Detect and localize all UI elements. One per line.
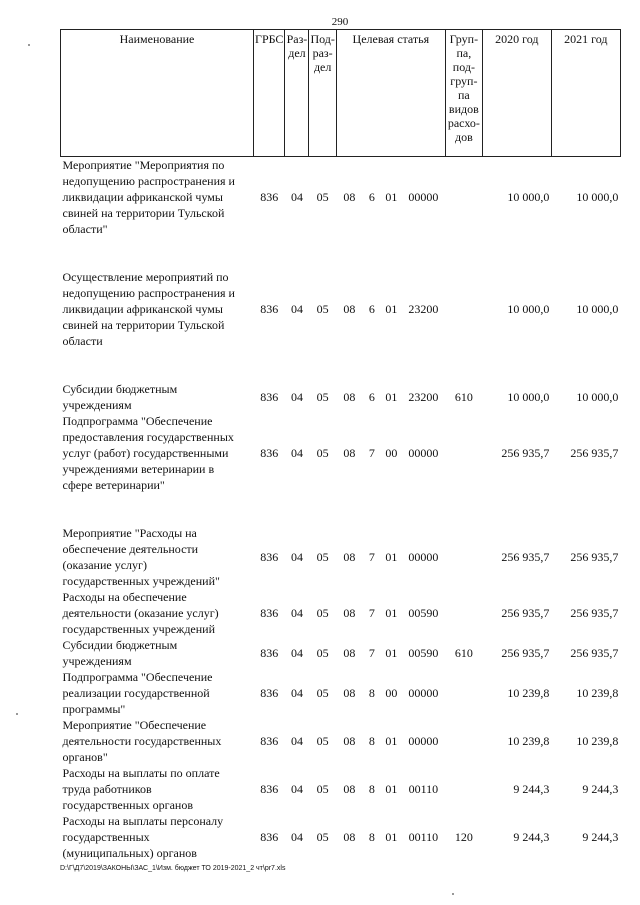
header-group-line: видов bbox=[448, 102, 479, 116]
target-program: 08 bbox=[343, 830, 356, 844]
code-podrazdel: 05 bbox=[316, 782, 329, 796]
row-name-line: Подпрограмма "Обеспечение bbox=[62, 414, 213, 428]
code-razdel: 04 bbox=[290, 686, 303, 700]
code-razdel: 04 bbox=[290, 646, 303, 660]
target-event: 01 bbox=[385, 734, 398, 748]
code-razdel: 04 bbox=[290, 734, 303, 748]
target-subprogram: 7 bbox=[368, 646, 375, 660]
header-target-article: Целевая статья bbox=[336, 30, 445, 157]
target-event: 01 bbox=[385, 390, 398, 404]
target-program: 08 bbox=[343, 734, 356, 748]
row-spacer bbox=[61, 493, 621, 525]
code-podrazdel: 05 bbox=[316, 390, 329, 404]
amount-2021: 10 000,0 bbox=[576, 390, 619, 404]
row-name-line: программы" bbox=[62, 702, 126, 716]
table-row bbox=[61, 813, 621, 861]
row-name-line: государственных учреждений bbox=[62, 622, 216, 636]
target-direction: 23200 bbox=[408, 302, 439, 316]
code-expense-type bbox=[445, 589, 482, 637]
header-group-line: Груп- bbox=[449, 32, 479, 46]
amount-2021: 10 239,8 bbox=[576, 734, 619, 748]
target-event: 00 bbox=[385, 446, 398, 460]
row-name bbox=[61, 717, 254, 765]
code-expense-type: 610 bbox=[454, 390, 473, 404]
header-group-line: груп- bbox=[450, 74, 478, 88]
row-name-line: Расходы на выплаты по оплате bbox=[62, 766, 220, 780]
row-name-line: обеспечение деятельности bbox=[62, 542, 199, 556]
row-name-line: недопущению распространения и bbox=[62, 174, 235, 188]
row-name-line: предоставления государственных bbox=[62, 430, 234, 444]
code-grbs: 836 bbox=[260, 782, 279, 796]
amount-2020: 256 935,7 bbox=[501, 550, 550, 564]
code-grbs: 836 bbox=[260, 830, 279, 844]
target-direction: 00590 bbox=[408, 646, 439, 660]
row-name-line: Мероприятие "Обеспечение bbox=[62, 718, 207, 732]
amount-2021: 256 935,7 bbox=[570, 646, 619, 660]
target-direction: 00000 bbox=[408, 190, 439, 204]
amount-2020: 9 244,3 bbox=[513, 830, 550, 844]
target-direction: 00000 bbox=[408, 550, 439, 564]
code-grbs: 836 bbox=[260, 734, 279, 748]
target-program: 08 bbox=[343, 646, 356, 660]
row-name-line: (муниципальных) органов bbox=[62, 846, 197, 860]
header-razdel bbox=[285, 30, 309, 157]
target-program: 08 bbox=[343, 190, 356, 204]
header-group bbox=[445, 30, 482, 157]
table-row bbox=[61, 717, 621, 765]
header-razdel-line: Раз- bbox=[286, 32, 308, 46]
target-event: 01 bbox=[385, 830, 398, 844]
target-direction: 00000 bbox=[408, 734, 439, 748]
row-name bbox=[61, 765, 254, 813]
code-podrazdel: 05 bbox=[316, 302, 329, 316]
header-group-line: дов bbox=[454, 130, 473, 144]
target-program: 08 bbox=[343, 686, 356, 700]
code-grbs: 836 bbox=[260, 446, 279, 460]
target-subprogram: 7 bbox=[368, 550, 375, 564]
code-expense-type: 610 bbox=[454, 646, 473, 660]
target-subprogram: 7 bbox=[368, 446, 375, 460]
target-direction: 00000 bbox=[408, 686, 439, 700]
row-name-line: учреждениями ветеринарии в bbox=[62, 462, 215, 476]
amount-2020: 10 000,0 bbox=[507, 190, 550, 204]
row-name-line: учреждениям bbox=[62, 654, 132, 668]
target-event: 01 bbox=[385, 302, 398, 316]
amount-2020: 10 239,8 bbox=[507, 734, 550, 748]
row-name-line: государственных органов bbox=[62, 798, 193, 812]
code-grbs: 836 bbox=[260, 686, 279, 700]
target-subprogram: 7 bbox=[368, 606, 375, 620]
code-razdel: 04 bbox=[290, 190, 303, 204]
scan-speck bbox=[452, 893, 454, 895]
row-name-line: Мероприятие "Расходы на bbox=[62, 526, 197, 540]
row-spacer-cell bbox=[61, 349, 621, 381]
row-name-line: реализации государственной bbox=[62, 686, 210, 700]
code-grbs: 836 bbox=[260, 646, 279, 660]
target-program: 08 bbox=[343, 550, 356, 564]
code-expense-type bbox=[445, 525, 482, 589]
header-razdel-line: дел bbox=[288, 46, 306, 60]
amount-2020: 9 244,3 bbox=[513, 782, 550, 796]
target-event: 01 bbox=[385, 782, 398, 796]
target-direction: 00110 bbox=[408, 782, 439, 796]
amount-2020: 10 000,0 bbox=[507, 390, 550, 404]
header-group-line: расхо- bbox=[447, 116, 480, 130]
target-subprogram: 8 bbox=[368, 734, 375, 748]
table-row bbox=[61, 381, 621, 413]
header-podrazdel bbox=[309, 30, 336, 157]
row-spacer-cell bbox=[61, 493, 621, 525]
code-razdel: 04 bbox=[290, 830, 303, 844]
row-spacer bbox=[61, 237, 621, 269]
target-subprogram: 8 bbox=[368, 686, 375, 700]
header-group-line: под- bbox=[452, 60, 475, 74]
scan-speck bbox=[28, 44, 30, 46]
target-event: 01 bbox=[385, 646, 398, 660]
table-row bbox=[61, 589, 621, 637]
row-name-line: Субсидии бюджетным bbox=[62, 382, 178, 396]
row-name-line: Подпрограмма "Обеспечение bbox=[62, 670, 213, 684]
target-program: 08 bbox=[343, 782, 356, 796]
row-name-line: (оказание услуг) bbox=[62, 558, 147, 572]
code-grbs: 836 bbox=[260, 606, 279, 620]
amount-2020: 10 000,0 bbox=[507, 302, 550, 316]
code-razdel: 04 bbox=[290, 446, 303, 460]
table-row bbox=[61, 637, 621, 669]
amount-2021: 10 000,0 bbox=[576, 302, 619, 316]
code-expense-type bbox=[445, 413, 482, 493]
code-podrazdel: 05 bbox=[316, 606, 329, 620]
amount-2021: 9 244,3 bbox=[582, 830, 619, 844]
code-podrazdel: 05 bbox=[316, 686, 329, 700]
target-event: 00 bbox=[385, 686, 398, 700]
row-name bbox=[61, 813, 254, 861]
code-podrazdel: 05 bbox=[316, 830, 329, 844]
header-group-line: па bbox=[457, 88, 470, 102]
target-event: 01 bbox=[385, 190, 398, 204]
row-name bbox=[61, 413, 254, 493]
header-grbs: ГРБС bbox=[254, 30, 285, 157]
row-name-line: учреждениям bbox=[62, 398, 132, 412]
code-razdel: 04 bbox=[290, 782, 303, 796]
code-podrazdel: 05 bbox=[316, 446, 329, 460]
header-podrazdel-line: дел bbox=[313, 60, 332, 74]
code-podrazdel: 05 bbox=[316, 734, 329, 748]
row-name-line: Расходы на выплаты персоналу bbox=[62, 814, 224, 828]
code-expense-type: 120 bbox=[454, 830, 473, 844]
target-subprogram: 6 bbox=[368, 302, 375, 316]
row-name bbox=[61, 525, 254, 589]
code-grbs: 836 bbox=[260, 390, 279, 404]
code-razdel: 04 bbox=[290, 390, 303, 404]
table-row bbox=[61, 765, 621, 813]
code-expense-type bbox=[445, 669, 482, 717]
row-name bbox=[61, 637, 254, 669]
row-name bbox=[61, 381, 254, 413]
target-direction: 23200 bbox=[408, 390, 439, 404]
row-name bbox=[61, 589, 254, 637]
footer-file-path: D:\Г\Д7\2019\ЗАКОНЫ\ЗАС_1\Изм. бюджет ТО 2019-2021_2 чт\pr7.xls bbox=[60, 865, 286, 872]
amount-2020: 256 935,7 bbox=[501, 446, 550, 460]
row-name bbox=[61, 669, 254, 717]
row-name-line: услуг (работ) государственными bbox=[62, 446, 229, 460]
scan-speck bbox=[16, 713, 18, 715]
target-event: 01 bbox=[385, 550, 398, 564]
budget-table bbox=[60, 29, 621, 861]
page-number: 290 bbox=[331, 16, 349, 28]
row-name-line: недопущению распространения и bbox=[62, 286, 235, 300]
table-row bbox=[61, 157, 621, 238]
row-name-line: ликвидации африканской чумы bbox=[62, 302, 223, 316]
table-body bbox=[61, 157, 621, 862]
row-name-line: Субсидии бюджетным bbox=[62, 638, 178, 652]
row-name-line: ликвидации африканской чумы bbox=[62, 190, 223, 204]
target-program: 08 bbox=[343, 390, 356, 404]
code-razdel: 04 bbox=[290, 550, 303, 564]
row-name-line: Расходы на обеспечение bbox=[62, 590, 187, 604]
amount-2021: 256 935,7 bbox=[570, 550, 619, 564]
row-spacer-cell bbox=[61, 237, 621, 269]
row-name-line: Мероприятие "Мероприятия по bbox=[62, 158, 225, 172]
code-grbs: 836 bbox=[260, 190, 279, 204]
code-grbs: 836 bbox=[260, 302, 279, 316]
code-expense-type bbox=[445, 157, 482, 238]
header-year-2021: 2021 год bbox=[551, 30, 620, 157]
row-name-line: области bbox=[62, 334, 103, 348]
target-direction: 00590 bbox=[408, 606, 439, 620]
code-grbs: 836 bbox=[260, 550, 279, 564]
amount-2021: 10 239,8 bbox=[576, 686, 619, 700]
row-spacer bbox=[61, 349, 621, 381]
target-subprogram: 6 bbox=[368, 190, 375, 204]
target-program: 08 bbox=[343, 302, 356, 316]
table-row bbox=[61, 669, 621, 717]
target-subprogram: 8 bbox=[368, 830, 375, 844]
amount-2020: 256 935,7 bbox=[501, 646, 550, 660]
table-row bbox=[61, 413, 621, 493]
header-name: Наименование bbox=[61, 30, 254, 157]
table-row bbox=[61, 525, 621, 589]
target-program: 08 bbox=[343, 606, 356, 620]
row-name-line: области" bbox=[62, 222, 108, 236]
target-direction: 00110 bbox=[408, 830, 439, 844]
row-name-line: свиней на территории Тульской bbox=[62, 318, 225, 332]
row-name-line: государственных bbox=[62, 830, 150, 844]
header-podrazdel-line: раз- bbox=[312, 46, 333, 60]
code-razdel: 04 bbox=[290, 302, 303, 316]
code-podrazdel: 05 bbox=[316, 190, 329, 204]
row-name-line: деятельности (оказание услуг) bbox=[62, 606, 219, 620]
row-name-line: органов" bbox=[62, 750, 108, 764]
row-name bbox=[61, 269, 254, 349]
row-name bbox=[61, 157, 254, 238]
target-direction: 00000 bbox=[408, 446, 439, 460]
header-group-line: па, bbox=[456, 46, 472, 60]
table-row bbox=[61, 269, 621, 349]
target-program: 08 bbox=[343, 446, 356, 460]
amount-2021: 9 244,3 bbox=[582, 782, 619, 796]
target-subprogram: 6 bbox=[368, 390, 375, 404]
amount-2020: 10 239,8 bbox=[507, 686, 550, 700]
target-subprogram: 8 bbox=[368, 782, 375, 796]
amount-2021: 256 935,7 bbox=[570, 446, 619, 460]
code-podrazdel: 05 bbox=[316, 646, 329, 660]
row-name-line: деятельности государственных bbox=[62, 734, 222, 748]
row-name-line: сфере ветеринарии" bbox=[62, 478, 165, 492]
amount-2021: 10 000,0 bbox=[576, 190, 619, 204]
code-expense-type bbox=[445, 765, 482, 813]
row-name-line: свиней на территории Тульской bbox=[62, 206, 225, 220]
header-year-2020: 2020 год bbox=[482, 30, 551, 157]
table-header-row bbox=[61, 30, 621, 157]
amount-2021: 256 935,7 bbox=[570, 606, 619, 620]
amount-2020: 256 935,7 bbox=[501, 606, 550, 620]
header-podrazdel-line: Под- bbox=[310, 32, 335, 46]
row-name-line: Осуществление мероприятий по bbox=[62, 270, 229, 284]
row-name-line: труда работников bbox=[62, 782, 152, 796]
code-razdel: 04 bbox=[290, 606, 303, 620]
code-expense-type bbox=[445, 269, 482, 349]
code-podrazdel: 05 bbox=[316, 550, 329, 564]
row-name-line: государственных учреждений" bbox=[62, 574, 220, 588]
target-event: 01 bbox=[385, 606, 398, 620]
code-expense-type bbox=[445, 717, 482, 765]
